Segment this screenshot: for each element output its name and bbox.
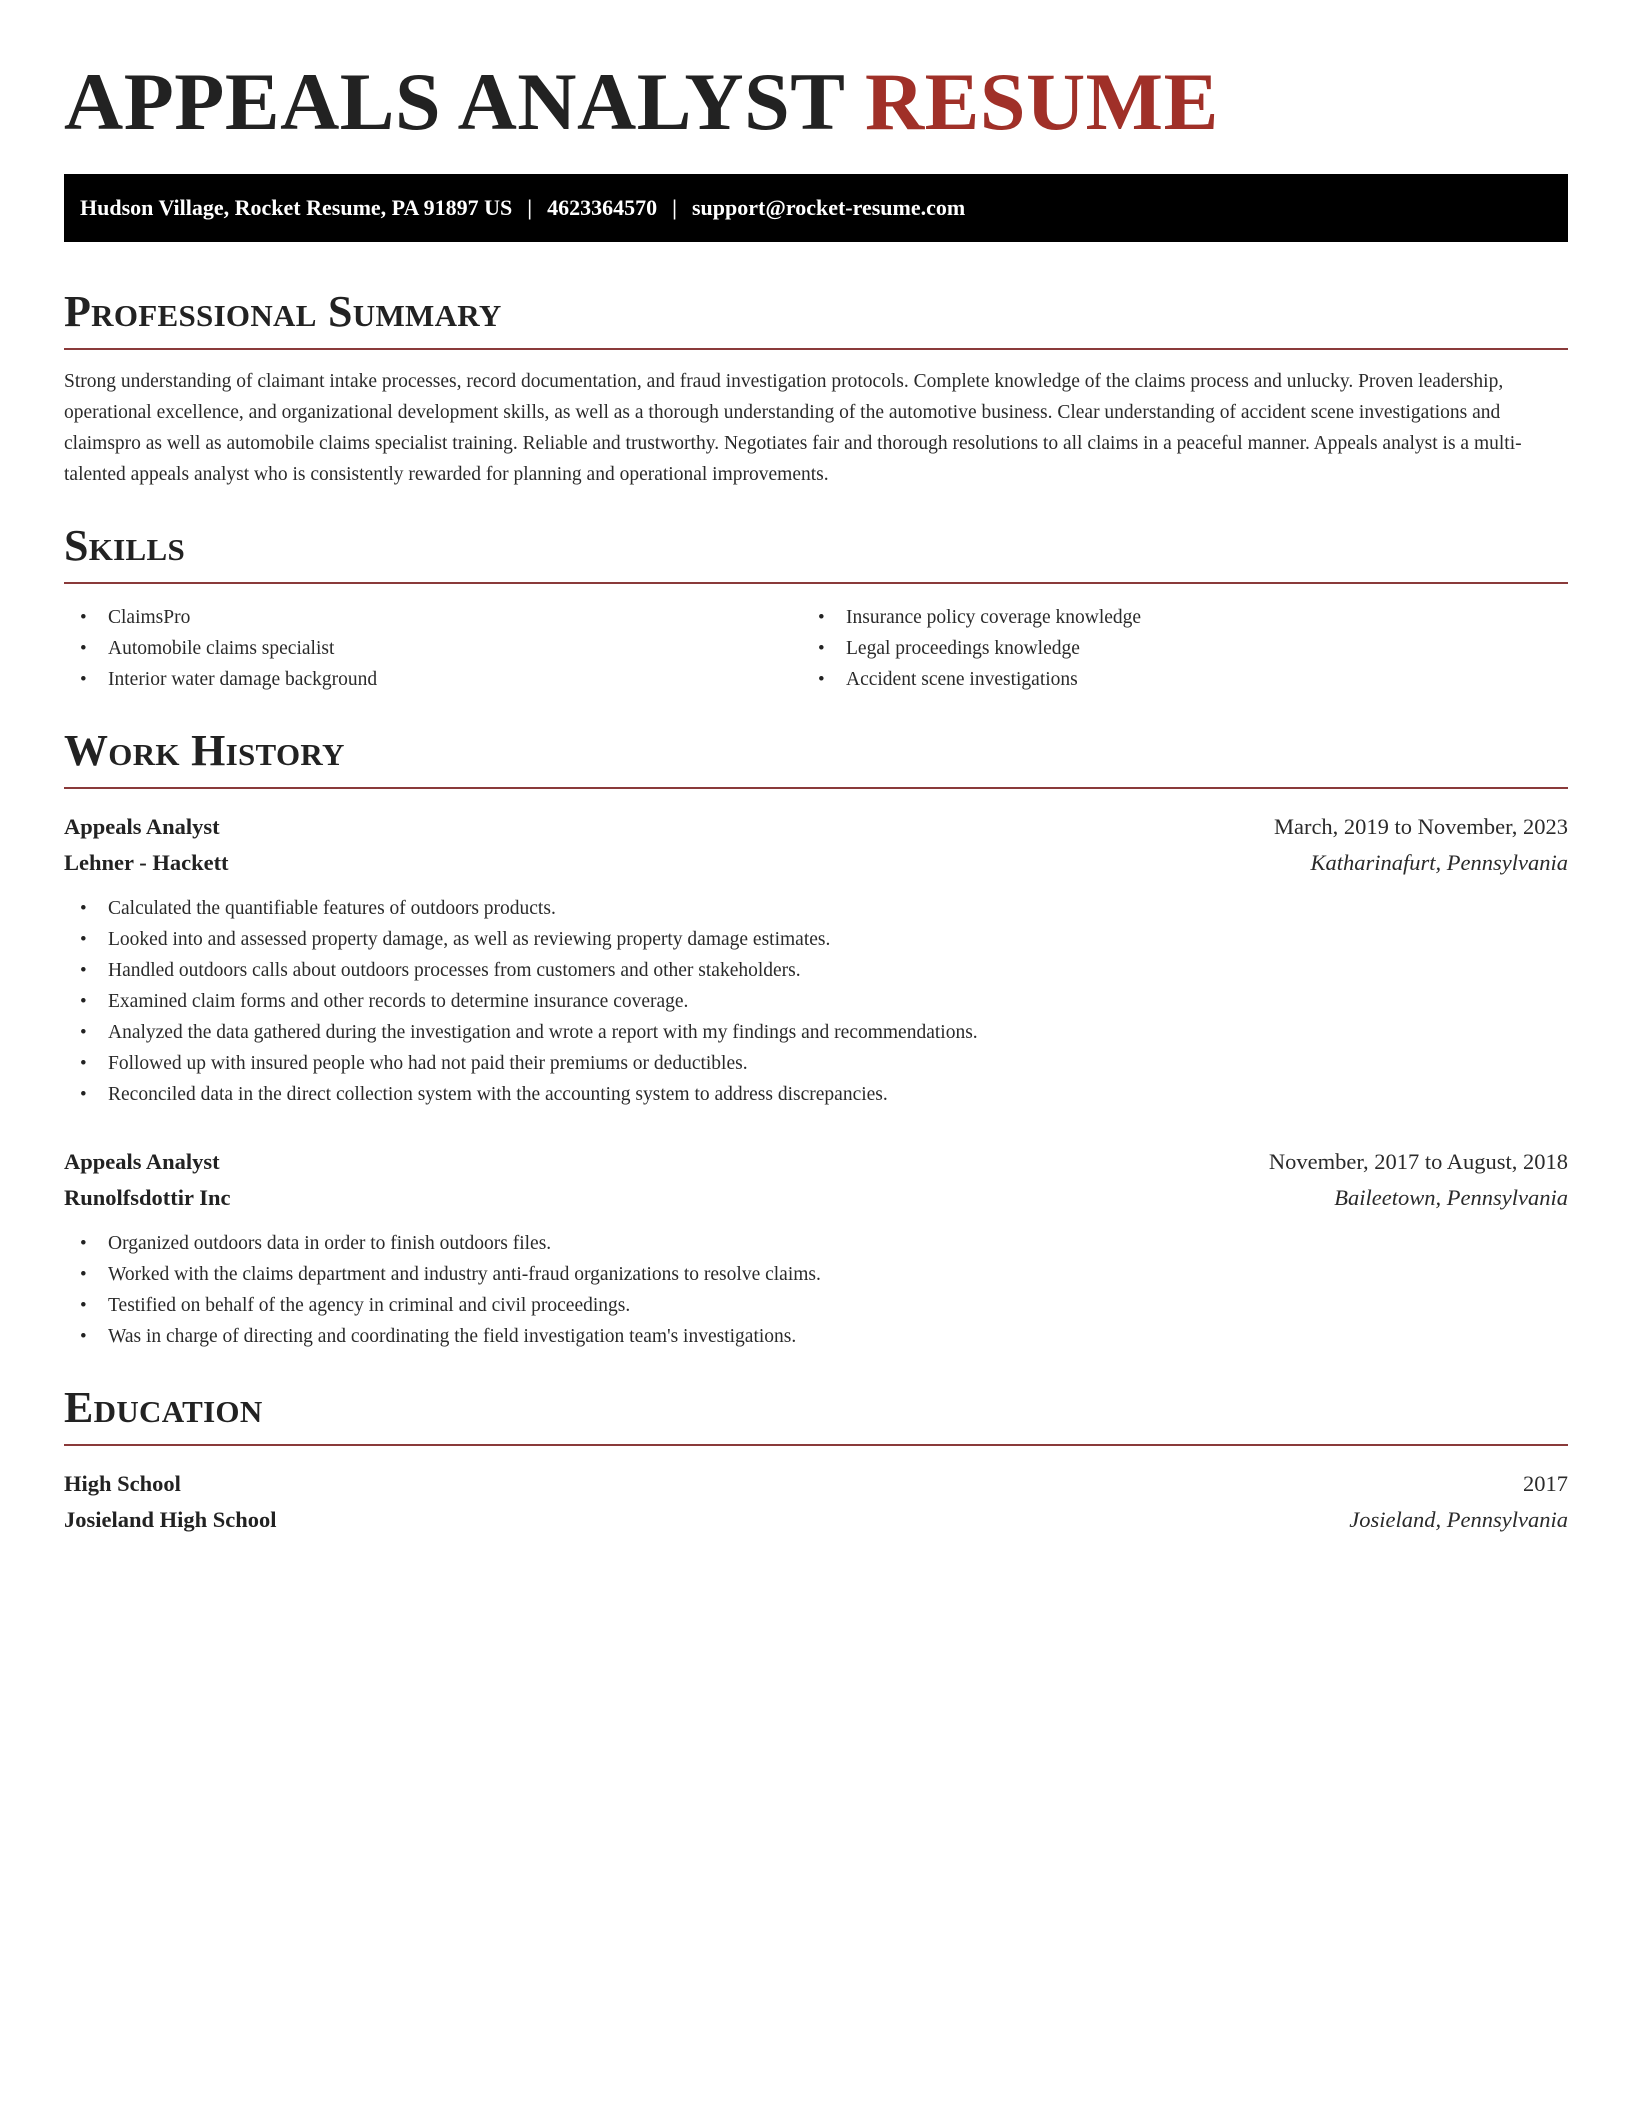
job-company-row	[64, 1180, 1568, 1216]
section-divider	[64, 582, 1568, 584]
contact-bar	[64, 174, 1568, 242]
resume-title	[64, 52, 1568, 152]
job-bullet-list	[64, 1228, 1568, 1352]
contact-email: support@rocket-resume.com	[692, 195, 966, 220]
skill-item: • Interior water damage background	[64, 664, 816, 695]
contact-separator: |	[672, 195, 677, 220]
job-bullet: • Handled outdoors calls about outdoors processes from customers and other stakeholders.	[64, 955, 1568, 986]
title-main: APPEALS ANALYST	[64, 56, 844, 147]
skills-list-left	[64, 602, 816, 695]
summary-text: Strong understanding of claimant intake processes, record documentation, and fraud investigation protocols. Complete knowledge of the claims process and unlucky. Proven leadership, operational excellence, and organizational development skills, as well as a thorough understanding of the automotive business. Clear understanding of accident scene investigations and claimspro as well as automobile claims specialist training. Reliable and trustworthy. Negotiates fair and thorough resolutions to all claims in a peaceful manner. Appeals analyst is a multi-talented appeals analyst who is consistently rewarded for planning and operational improvements.	[64, 371, 1522, 485]
education-degree: High School	[64, 1471, 181, 1496]
job-bullet: • Looked into and assessed property damage, as well as reviewing property damage estimates.	[64, 924, 1568, 955]
skill-item: • Accident scene investigations	[816, 664, 1568, 695]
section-divider	[64, 348, 1568, 350]
skill-item: • Automobile claims specialist	[64, 633, 816, 664]
skills-list-right	[816, 602, 1568, 695]
skill-item: • ClaimsPro	[64, 602, 816, 633]
job-company: Lehner - Hackett	[64, 850, 229, 875]
job-bullet: • Analyzed the data gathered during the investigation and wrote a report with my findings and recommendations.	[64, 1017, 1568, 1048]
job-title: Appeals Analyst	[64, 814, 220, 839]
job-company: Runolfsdottir Inc	[64, 1185, 231, 1210]
work-history-heading: Work History	[64, 726, 345, 775]
job-header-row	[64, 1144, 1568, 1180]
education-year: 2017	[1523, 1471, 1568, 1496]
summary-section	[64, 284, 1568, 490]
job-location: Katharinafurt, Pennsylvania	[1310, 850, 1568, 875]
skills-grid	[64, 602, 1568, 695]
job-bullet: • Organized outdoors data in order to finish outdoors files.	[64, 1228, 1568, 1259]
contact-address: Hudson Village, Rocket Resume, PA 91897 US	[80, 195, 513, 220]
section-divider	[64, 787, 1568, 789]
section-divider	[64, 1444, 1568, 1446]
education-section	[64, 1380, 1568, 1538]
job-bullet: • Calculated the quantifiable features of outdoors products.	[64, 893, 1568, 924]
job-company-row	[64, 845, 1568, 881]
job-bullet: • Testified on behalf of the agency in criminal and civil proceedings.	[64, 1290, 1568, 1321]
job-entry	[64, 1144, 1568, 1352]
job-entry	[64, 809, 1568, 1110]
education-location: Josieland, Pennsylvania	[1349, 1507, 1568, 1532]
job-location: Baileetown, Pennsylvania	[1334, 1185, 1568, 1210]
job-bullet-list	[64, 893, 1568, 1110]
education-entry	[64, 1466, 1568, 1538]
skill-item: • Insurance policy coverage knowledge	[816, 602, 1568, 633]
job-header-row	[64, 809, 1568, 845]
education-school-row	[64, 1502, 1568, 1538]
summary-heading: Professional Summary	[64, 287, 502, 336]
job-dates: March, 2019 to November, 2023	[1273, 814, 1568, 839]
education-degree-row	[64, 1466, 1568, 1502]
job-bullet: • Reconciled data in the direct collection system with the accounting system to address discrepancies.	[64, 1079, 1568, 1110]
skill-item: • Legal proceedings knowledge	[816, 633, 1568, 664]
skills-section	[64, 518, 1568, 695]
job-dates: November, 2017 to August, 2018	[1268, 1149, 1568, 1174]
education-heading: Education	[64, 1383, 263, 1432]
job-bullet: • Worked with the claims department and industry anti-fraud organizations to resolve claims.	[64, 1259, 1568, 1290]
contact-phone: 4623364570	[547, 195, 658, 220]
title-accent: RESUME	[864, 56, 1219, 147]
education-school: Josieland High School	[64, 1507, 277, 1532]
work-history-section	[64, 723, 1568, 1352]
job-bullet: • Followed up with insured people who had not paid their premiums or deductibles.	[64, 1048, 1568, 1079]
job-bullet: • Examined claim forms and other records to determine insurance coverage.	[64, 986, 1568, 1017]
job-bullet: • Was in charge of directing and coordinating the field investigation team's investigations.	[64, 1321, 1568, 1352]
skills-heading: Skills	[64, 521, 186, 570]
job-title: Appeals Analyst	[64, 1149, 220, 1174]
contact-separator: |	[527, 195, 533, 220]
